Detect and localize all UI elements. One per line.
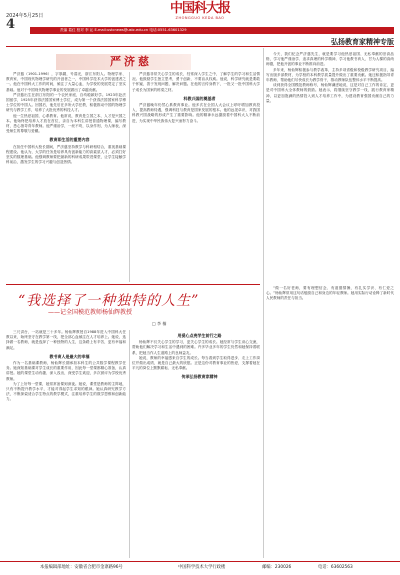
- paragraph: 作为一名基础课教师，杨仙辉长期承担本科生的公共数学课程教学任务。她深知基础课对学生成长的重要作用，因此每一堂课都精心准备，认真讲授。她的课堂生动有趣、深入浅出，深受学生欢迎，多次被评为学校优秀教师。: [6, 361, 126, 381]
- paragraph: 严济慈（1901-1996），字厚嗣，号慕光，浙江东阳人。物理学家、教育家，中国现代物理学研究的开创者之一，中国科学技术大学的创建者之一。他在中国科大工作的时间，倾注了大量心血，为学校的发展奠定了坚实基础。他对于中国现代物理学事业的发展做出了卓越贡献。: [6, 72, 126, 92]
- paragraph: 她说，教师的幸福感来自学生的成长。每当看到学生取得进步、走上工作岗位并做出成绩，就是自己最大的欣慰。正是这份对教育事业的热爱，支撑着她在平凡的岗位上默默耕耘、无私奉献。: [132, 355, 260, 371]
- header-divider: [6, 46, 394, 47]
- article2-column-3: [266, 286, 394, 558]
- article2-subheading: 教书育人是最大的幸福: [49, 353, 90, 359]
- article1-subheading: 教育即生活的重要内容: [49, 137, 90, 143]
- paragraph: 杨仙辉不仅关心学生的学习，更关心学生的成长。她经常与学生谈心交流，帮助他们解决学习和生活中遇到的困难。许多毕业多年的学生仍然和她保持着联系，把她当作人生道路上的良师益友。: [132, 340, 260, 355]
- paragraph: 为了上好每一堂课，她常常备课到深夜。她说，课堂是教师的主阵地，只有不断提升教学水平，才能对得起学生求知的眼神。她认真研究教学方法，不断探索适合学生特点的教学模式，注重培养学生的数学思维和创新能力。: [6, 381, 126, 402]
- article2-subheading: 传承弘扬教育家精神: [181, 374, 218, 380]
- paragraph: 他一生热爱祖国，心系教育。他常说，教育是立国之本，人才是兴国之本。他始终把培养人才放在首位，亲自为本科生讲授普通物理课，编写教材，悉心指导青年教师。他严谨治学，一丝不苟，以身作则，为人师表，深受师生的尊敬与爱戴。: [6, 113, 126, 134]
- footer-address: 本报编辑部地址：安徽省合肥市金寨路96号: [40, 565, 123, 570]
- header-bar-text: 责编 葛红 校对 李 沁 E-mail:ustcnews@ustc.edu.cn 电话:0551-63601329: [60, 28, 187, 32]
- paragraph: 严济慈晚年仍然心系教育事业。他多次在全国人大会议上呼吁增加教育投入，提高教师待遇，强调科技与教育是国家发展的根本。他的远见卓识，对我国科教兴国战略的形成产生了重要影响。他的精神永远激励着中国科大人不断前进，为实现中华民族伟大复兴而努力奋斗。: [132, 103, 260, 123]
- page-footer: [0, 561, 400, 574]
- article1-column-3: [266, 52, 394, 282]
- paragraph: 多年来，杨仙辉积极参与教学改革，主持多项省级和校级教学研究项目，编写出版多部教材，为学校的本科教学质量提升做出了重要贡献。她还积极指导青年教师，帮助他们尽快成长为教学骨干，推动教师队伍整体水平不断提高。: [266, 67, 394, 83]
- paragraph: 三尺讲台，一站就是三十多年。杨仙辉教授自1988年进入中国科大任教以来，始终坚守在教学第一线，把全部心血倾注在人才培养上。她说，选择做一名教师，就是选择了一种独特的人生，这条路上有辛苦，更有幸福和满足。: [6, 330, 126, 350]
- footer-phone: 电话：63602563: [318, 565, 353, 570]
- article2-subtitle: ——记全国模范教师杨仙辉教授: [48, 309, 133, 316]
- article1-column-1: [6, 72, 126, 282]
- logo-english: ZHONGGUO KEDA BAO: [175, 16, 225, 20]
- paragraph: “做一名好老师，要有理想信念、有道德情操、有扎实学识、有仁爱之心。”杨仙辉常用这句话勉励自己和身边的年轻教师。她用实际行动诠释了新时代人民教师的责任与担当。: [266, 286, 394, 301]
- logo-chinese: 中国科大报: [169, 1, 230, 16]
- paragraph: 谈到获得全国模范教师称号，杨仙辉谦虚地说，这是对自己工作的肯定，更是对中国科大全体教师的鼓励。她表示，将继续坚守教学一线，践行教育家精神，以更加饱满的热情投入到人才培养工作中，为建设教育强国贡献自己的力量。: [266, 83, 394, 103]
- article1-subheading: 科教兴国的奠基者: [183, 95, 216, 101]
- article2-subheading: 用爱心点亮学生前行之路: [177, 333, 222, 338]
- article2-column-2: [132, 330, 260, 558]
- paragraph: 严济慈出生在浙江东阳的一个农民家庭，自幼聪颖好学。1923年赴法国留学，1925年获得法国国家博士学位，成为第一个获得法国国家科学博士学位的中国人。回国后，他先后在多所大学任教，积极推动中国的物理学研究与教学工作，培养了大批优秀的科技人才。: [6, 92, 126, 113]
- footer-postcode: 邮编：230026: [262, 565, 292, 570]
- paragraph: 今天，我们纪念严济慈先生，就是要学习他热爱祖国、无私奉献的崇高品格，学习他严谨治学、追求真理的科学精神，学习他教书育人、甘为人梯的高尚师德，把他开创的事业不断推向前进。: [266, 52, 394, 67]
- masthead-logo: [168, 2, 232, 22]
- section-label: 弘扬教育家精神专版: [331, 38, 394, 46]
- paragraph: 严济慈非常关心学生的成长，经常深入学生之中，了解学生的学习和生活情况。他鼓励学生独立思考，勇于创新，不要盲从权威。他说，科学研究就是要敢于怀疑，善于发现问题、解决问题。在他的言传身教下，一批又一批中国科大学子成长为国家的栋梁之材。: [132, 72, 260, 92]
- paragraph: 在担任中国科大校长期间，严济慈坚持教学与科研相结合，重视基础课程建设。他认为，大学的任务是培养具有创新能力的高素质人才，必须打好坚实的数理基础。他强调教师要把最新的科研成果带进课堂，让学生接触学科前沿，激发学生的学习兴趣与创造热情。: [6, 144, 126, 165]
- article1-title: 严济慈: [110, 55, 152, 68]
- article2-title: “我选择了一种独特的人生”: [18, 293, 200, 309]
- article1-column-2: [132, 72, 260, 282]
- page-number: 4: [6, 17, 16, 32]
- footer-campus: 中国科学技术大学行政楼: [178, 565, 226, 570]
- issue-date: 2024年5月25日: [6, 13, 44, 19]
- article-divider: [6, 284, 260, 285]
- article2-column-1: [6, 330, 126, 558]
- article2-byline: □ 李 楠: [152, 321, 167, 326]
